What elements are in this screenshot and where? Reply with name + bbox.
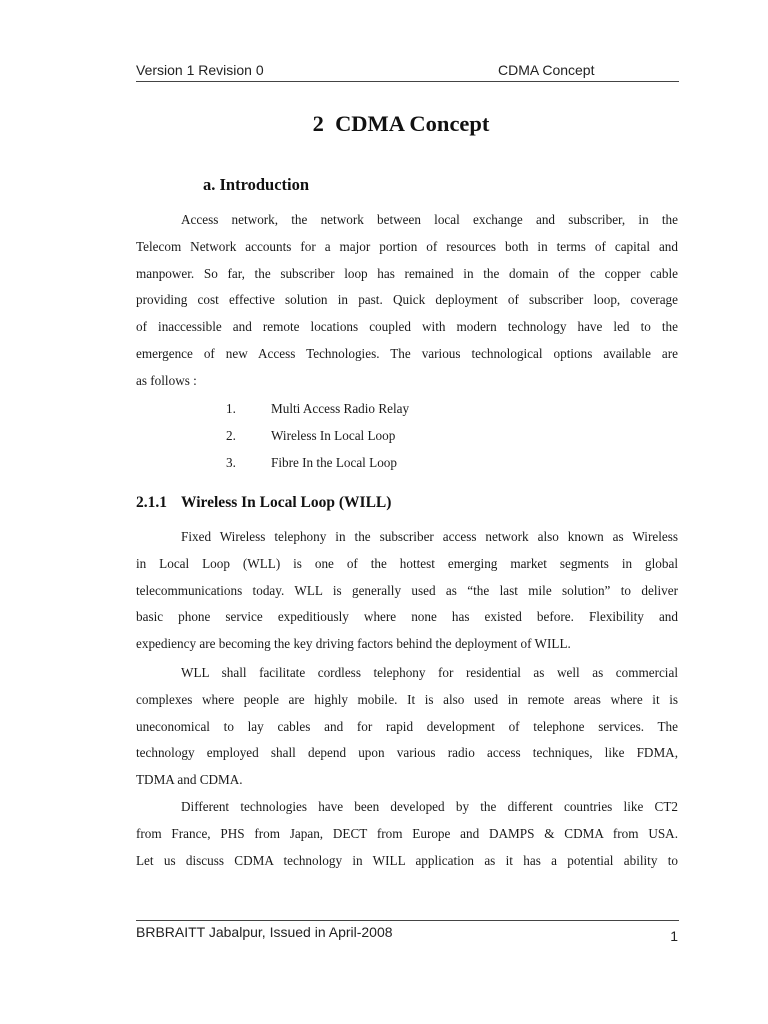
page-footer xyxy=(136,922,678,944)
paragraph-line: basic phone service expeditiously where none has existed before. Flexibility and xyxy=(136,609,678,625)
paragraph-line: TDMA and CDMA. xyxy=(136,772,243,788)
intro-line: as follows : xyxy=(136,372,197,388)
paragraph-line: uneconomical to lay cables and for rapid development of telephone services. The xyxy=(136,718,678,734)
header-version: Version 1 Revision 0 xyxy=(136,62,264,78)
intro-line: providing cost effective solution in past. Quick deployment of subscriber loop, coverage xyxy=(136,292,678,308)
will-paragraph-2 xyxy=(136,660,678,794)
paragraph-line: telecommunications today. WLL is generally used as “the last mile solution” to deliver xyxy=(136,582,678,598)
footer-issuer: BRBRAITT Jabalpur, Issued in April-2008 xyxy=(136,924,393,940)
subsection-title: Wireless In Local Loop (WILL) xyxy=(181,494,392,511)
list-item-number: 2. xyxy=(226,428,236,443)
list-item-text: Fibre In the Local Loop xyxy=(271,455,397,470)
header-title: CDMA Concept xyxy=(498,62,595,78)
chapter-title: 2 CDMA Concept xyxy=(312,111,490,136)
list-item xyxy=(226,395,409,422)
list-item-text: Wireless In Local Loop xyxy=(271,428,396,443)
paragraph-line: in Local Loop (WLL) is one of the hottest emerging market segments in global xyxy=(136,555,678,571)
paragraph-line: Let us discuss CDMA technology in WILL application as it has a potential ability to xyxy=(136,852,678,868)
options-list xyxy=(226,395,409,476)
intro-line: Telecom Network accounts for a major portion of resources both in terms of capital and xyxy=(136,238,678,254)
intro-line: Access network, the network between local exchange and subscriber, in the xyxy=(181,212,678,227)
paragraph-line: complexes where people are highly mobile. It is also used in remote areas where it is xyxy=(136,691,678,707)
paragraph-line: from France, PHS from Japan, DECT from Europe and DAMPS & CDMA from USA. xyxy=(136,825,678,841)
intro-line: emergence of new Access Technologies. The various technological options available are xyxy=(136,345,678,361)
list-item-number: 1. xyxy=(226,401,236,416)
paragraph-line: WLL shall facilitate cordless telephony for residential as well as commercial xyxy=(181,665,678,680)
paragraph-line: expediency are becoming the key driving factors behind the deployment of WILL. xyxy=(136,636,571,652)
subsection-heading xyxy=(136,494,391,512)
page-header xyxy=(136,62,678,82)
intro-line: of inaccessible and remote locations coupled with modern technology have led to the xyxy=(136,319,678,335)
list-item-number: 3. xyxy=(226,455,236,470)
paragraph-line: Fixed Wireless telephony in the subscriber access network also known as Wireless xyxy=(181,529,678,544)
paragraph-line: technology employed shall depend upon various radio access techniques, like FDMA, xyxy=(136,745,678,761)
header-divider xyxy=(136,81,679,82)
page-number: 1 xyxy=(670,928,678,944)
list-item-text: Multi Access Radio Relay xyxy=(271,401,410,416)
list-item xyxy=(226,422,409,449)
intro-line: manpower. So far, the subscriber loop has remained in the domain of the copper cable xyxy=(136,265,678,281)
footer-divider xyxy=(136,920,679,921)
will-paragraph-3 xyxy=(136,794,678,874)
paragraph-line: Different technologies have been developed by the different countries like CT2 xyxy=(181,799,678,814)
will-paragraph-1 xyxy=(136,524,678,658)
section-heading: a. Introduction xyxy=(203,175,310,194)
subsection-number: 2.1.1 xyxy=(136,494,167,511)
list-item xyxy=(226,449,409,476)
intro-paragraph xyxy=(136,207,678,395)
